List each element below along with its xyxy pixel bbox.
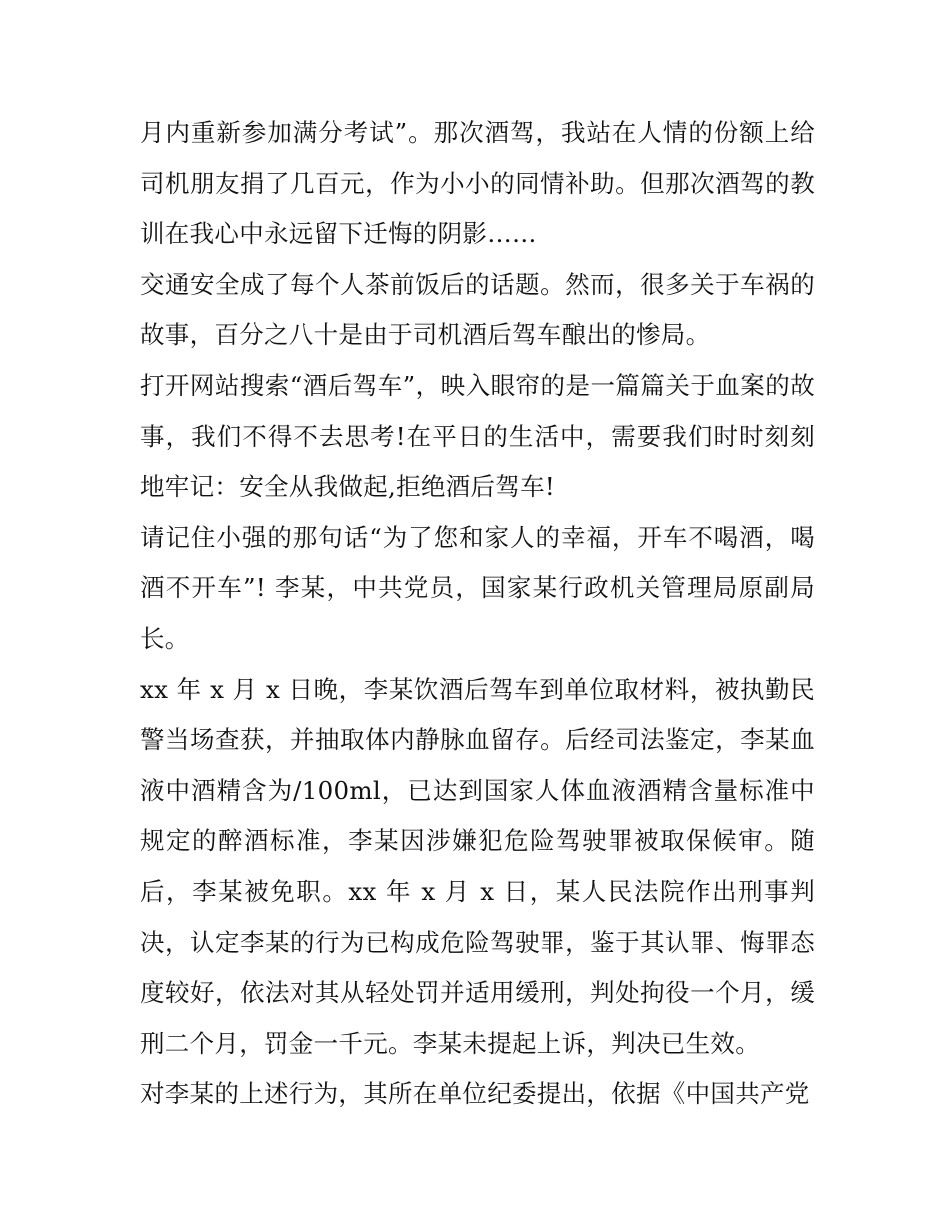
paragraph-3: 打开网站搜索“酒后驾车”，映入眼帘的是一篇篇关于血案的故事，我们不得不去思考!在平日的生活中，需要我们时时刻刻地牢记：安全从我做起,拒绝酒后驾车! [140, 370, 815, 502]
paragraph-4: 请记住小强的那句话“为了您和家人的幸福，开车不喝酒，喝酒不开车”! 李某，中共党员，国家某行政机关管理局原副局长。 [140, 522, 815, 653]
paragraph-2: 交通安全成了每个人茶前饭后的话题。然而，很多关于车祸的故事，百分之八十是由于司机酒后驾车酿出的惨局。 [140, 269, 815, 350]
document-body [140, 108, 815, 1120]
paragraph-1: 月内重新参加满分考试”。那次酒驾，我站在人情的份额上给司机朋友捐了几百元，作为小小的同情补助。但那次酒驾的教训在我心中永远留下迁悔的阴影…… [140, 118, 815, 249]
paragraph-6: 对李某的上述行为，其所在单位纪委提出，依据《中国共产党 [140, 1079, 810, 1109]
paragraph-5: xx 年 x 月 x 日晚，李某饮酒后驾车到单位取材料，被执勤民警当场查获，并抽取体内静脉血留存。后经司法鉴定，李某血液中酒精含为/100ml，已达到国家人体血液酒精含量标准中规定的醉酒标准，李某因涉嫌犯危险驾驶罪被取保候审。随后，李某被免职。xx 年 x 月 x 日，某人民法院作出刑事判决，认定李某的行为已构成危险驾驶罪，鉴于其认罪、悔罪态度较好，依法对其从轻处罚并适用缓刑，判处拘役一个月，缓刑二个月，罚金一千元。李某未提起上诉，判决已生效。 [140, 674, 815, 1058]
